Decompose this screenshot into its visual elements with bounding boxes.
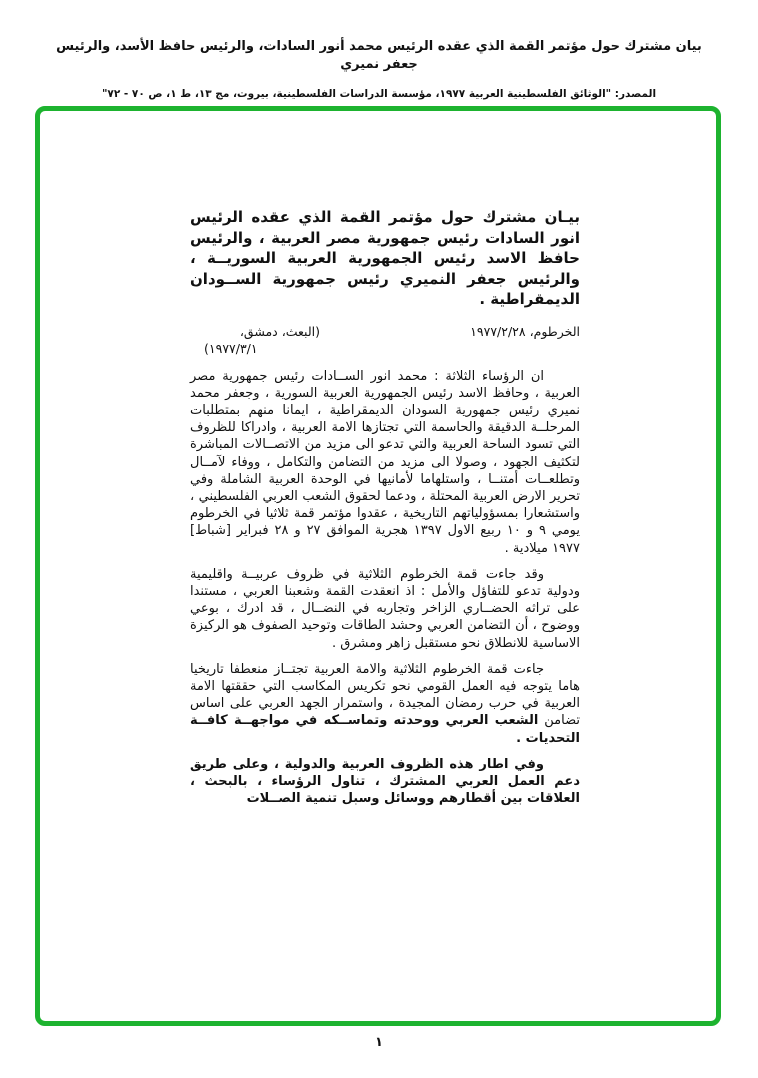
dateline-row <box>190 323 580 357</box>
paragraph-3-emphasis: الشعب العربي ووحدته وتماســكه في مواجهــة كافــة التحديات . <box>190 713 580 746</box>
citation-line-1: (البعث، دمشق، <box>239 323 320 339</box>
header-source-citation: المصدر: "الوثائق الفلسطينية العربية ١٩٧٧، مؤسسة الدراسات الفلسطينية، بيروت، مج ١٣، ط ١، ص ٧٠ - ٧٢" <box>101 88 657 100</box>
document-body <box>190 368 580 808</box>
document-title: بيـان مشترك حول مؤتمر القمة الذي عقده الرئيس انور السادات رئيس جمهورية مصر العربية ، والرئيس حافظ الاسد رئيس الجمهورية العربية السوريــة ، والرئيس جعفر النميري رئيس جمهورية الســودان الديمقراطية . <box>190 208 580 308</box>
page-number: ١ <box>375 1035 383 1050</box>
paragraph-2: وقد جاءت قمة الخرطوم الثلاثية في ظروف عربيــة واقليمية ودولية تدعو للتفاؤل والأمل : اذ انعقدت القمة وشعبنا العربي ، مستندا على تراثه الحضــاري الزاخر وتجاربه في النضــال ، قد ادرك ، بوعي ووضوح ، أن التضامن العربي وحشد الطاقات وتوحيد الصفوف هو الركيزة الاساسية للانطلاق نحو مستقبل زاهر ومشرق . <box>190 566 580 651</box>
paragraph-3 <box>190 661 580 747</box>
dateline-place-date: الخرطوم، ١٩٧٧/٢/٢٨ <box>470 323 580 339</box>
header-title: بيان مشترك حول مؤتمر القمة الذي عقده الرئيس محمد أنور السادات، والرئيس حافظ الأسد، والرئيس جعفر نميري <box>56 39 702 72</box>
paragraph-1: ان الرؤساء الثلاثة : محمد انور الســادات رئيس جمهورية مصر العربية ، وحافظ الاسد رئيس الجمهورية العربية السورية ، وجعفر محمد نميري رئيس جمهورية السودان الديمقراطية ، ايمانا منهم بمتطلبات المرحلــة الدقيقة والحاسمة التي تجتازها الامة العربية ، وادراكا للظروف التي تسود الساحة العربية والتي تدعو الى مزيد من الاتصــالات المباشرة لتكثيف الجهود ، وصولا الى مزيد من التضامن والتكامل ، ووفاء لآمــال وتطلعــات أمتنــا ، واستلهاما لأمانيها في الوحدة العربية الشاملة وفي تحرير الارض العربية المحتلة ، ودعما لحقوق الشعب العربي الفلسطيني ، واستشعارا بمسؤولياتهم التاريخية ، عقدوا مؤتمر قمة ثلاثيا في الخرطوم يومي ٩ و ١٠ ربيع الاول ١٣٩٧ هجرية الموافق ٢٧ و ٢٨ فبراير [شباط] ١٩٧٧ ميلادية . <box>190 368 581 556</box>
page-header <box>0 38 758 101</box>
citation-line-2: ١٩٧٧/٣/١) <box>204 340 258 356</box>
paragraph-3-start: جاءت قمة الخرطوم الثلاثية والامة العربية تجتــاز منعطفا تاريخيا هاما يتوجه فيه العمل القومي نحو تكريس المكاسب التي حققتها الامة العربية في حرب رمضان المجيدة ، واستمرار الجهد العربي على اساس تضامن <box>190 661 580 729</box>
dateline-source-citation <box>190 323 320 357</box>
paragraph-4: وفي اطار هذه الظروف العربية والدولية ، وعلى طريق دعم العمل العربي المشترك ، تناول الرؤساء ، بالبحث ، العلاقات بين أقطارهم ووسائل وسبل تنمية الصــلات <box>190 756 580 807</box>
document-green-frame <box>35 106 721 1026</box>
document-content <box>40 111 716 807</box>
